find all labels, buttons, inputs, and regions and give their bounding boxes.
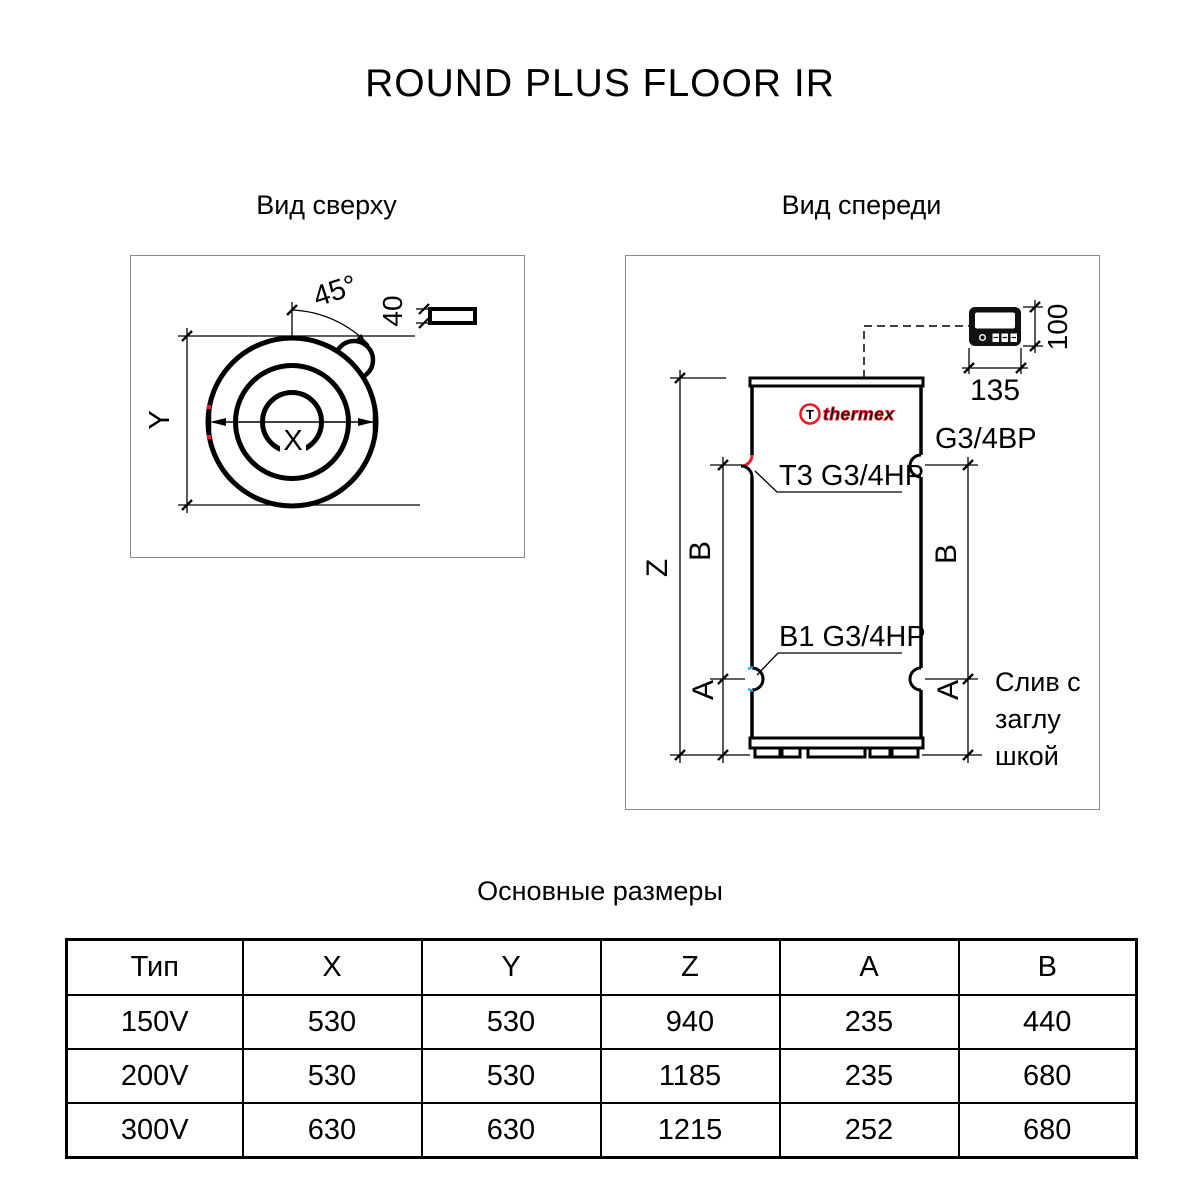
dimensions-table-wrap	[65, 938, 1138, 1159]
page-title: ROUND PLUS FLOOR IR	[365, 62, 835, 105]
tank-foot	[782, 748, 800, 757]
thermex-logo-mark: T	[806, 407, 814, 422]
outlet-t3-label: Т3 G3/4НР	[779, 460, 925, 492]
dimensions-table	[65, 938, 1138, 1159]
top-view-panel	[130, 255, 525, 558]
outlet-labels	[755, 423, 1037, 675]
thermex-logo-text: thermex	[823, 404, 895, 424]
cell-type: 150V	[67, 995, 243, 1049]
thickness-label: 40	[377, 295, 408, 327]
b-right-label: B	[930, 543, 963, 565]
cell-y: 530	[422, 1049, 601, 1103]
z-dimension-label: Z	[641, 558, 674, 578]
front-view-title: Вид спереди	[781, 190, 942, 220]
angle-label: 45°	[309, 269, 362, 314]
tank-outline	[741, 378, 923, 757]
top-view-title: Вид сверху	[256, 190, 397, 220]
remote-control-panel	[969, 307, 1021, 346]
cell-x: 530	[243, 1049, 422, 1103]
left-ba-dimension	[684, 457, 745, 763]
flange-side-view	[430, 309, 475, 323]
front-view-panel	[625, 255, 1100, 810]
cell-x: 630	[243, 1103, 422, 1158]
b-left-label: B	[684, 540, 717, 562]
header-x: X	[243, 940, 422, 996]
cell-b: 680	[959, 1103, 1137, 1158]
thermex-logo	[801, 404, 896, 424]
cell-x: 530	[243, 995, 422, 1049]
cell-a: 235	[780, 1049, 959, 1103]
tank-foot	[870, 748, 890, 757]
t3-outlet-notch	[741, 455, 752, 466]
cell-a: 235	[780, 995, 959, 1049]
tank-foot	[808, 748, 865, 757]
panel-width-label: 135	[969, 374, 1021, 407]
y-dimension-label: Y	[144, 410, 176, 430]
panel-height-label: 100	[1042, 303, 1073, 351]
right-ba-dimension	[925, 457, 978, 763]
top-view-drawing	[131, 256, 524, 557]
drain-notch	[910, 668, 921, 690]
thickness-dimension-40	[377, 295, 475, 328]
table-row	[67, 995, 1137, 1049]
outlet-top-label: G3/4ВР	[935, 423, 1037, 455]
drain-caption-line2: заглу	[995, 704, 1061, 734]
tank-foot	[755, 748, 780, 757]
header-z: Z	[601, 940, 780, 996]
cell-type: 200V	[67, 1049, 243, 1103]
cell-z: 1215	[601, 1103, 780, 1158]
outlet-b1-label: В1 G3/4НР	[779, 621, 926, 653]
a-left-label: A	[687, 679, 720, 701]
cell-y: 530	[422, 995, 601, 1049]
panel-display	[975, 313, 1015, 329]
cell-type: 300V	[67, 1103, 243, 1158]
a-right-label: A	[932, 679, 965, 701]
header-y: Y	[422, 940, 601, 996]
header-b: B	[959, 940, 1137, 996]
front-view-drawing	[626, 256, 1099, 809]
cell-z: 940	[601, 995, 780, 1049]
table-header-row	[67, 940, 1137, 996]
panel-width-dimension	[962, 348, 1028, 407]
cell-z: 1185	[601, 1049, 780, 1103]
table-title: Основные размеры	[477, 876, 723, 906]
drain-caption-line1: Слив с	[995, 667, 1081, 697]
table-row	[67, 1049, 1137, 1103]
drain-caption	[995, 667, 1081, 771]
z-dimension	[641, 370, 726, 763]
header-type: Тип	[67, 940, 243, 996]
table-row	[67, 1103, 1137, 1158]
x-dimension-label: X	[283, 425, 303, 457]
b1-leader-line	[757, 653, 902, 675]
cell-a: 252	[780, 1103, 959, 1158]
cell-b: 680	[959, 1049, 1137, 1103]
header-a: A	[780, 940, 959, 996]
tank-foot	[892, 748, 918, 757]
cell-y: 630	[422, 1103, 601, 1158]
panel-height-dimension	[1023, 300, 1073, 353]
tank-lid	[750, 378, 923, 386]
cell-b: 440	[959, 995, 1137, 1049]
drain-caption-line3: шкой	[995, 741, 1059, 771]
remote-panel-connector	[864, 326, 969, 378]
